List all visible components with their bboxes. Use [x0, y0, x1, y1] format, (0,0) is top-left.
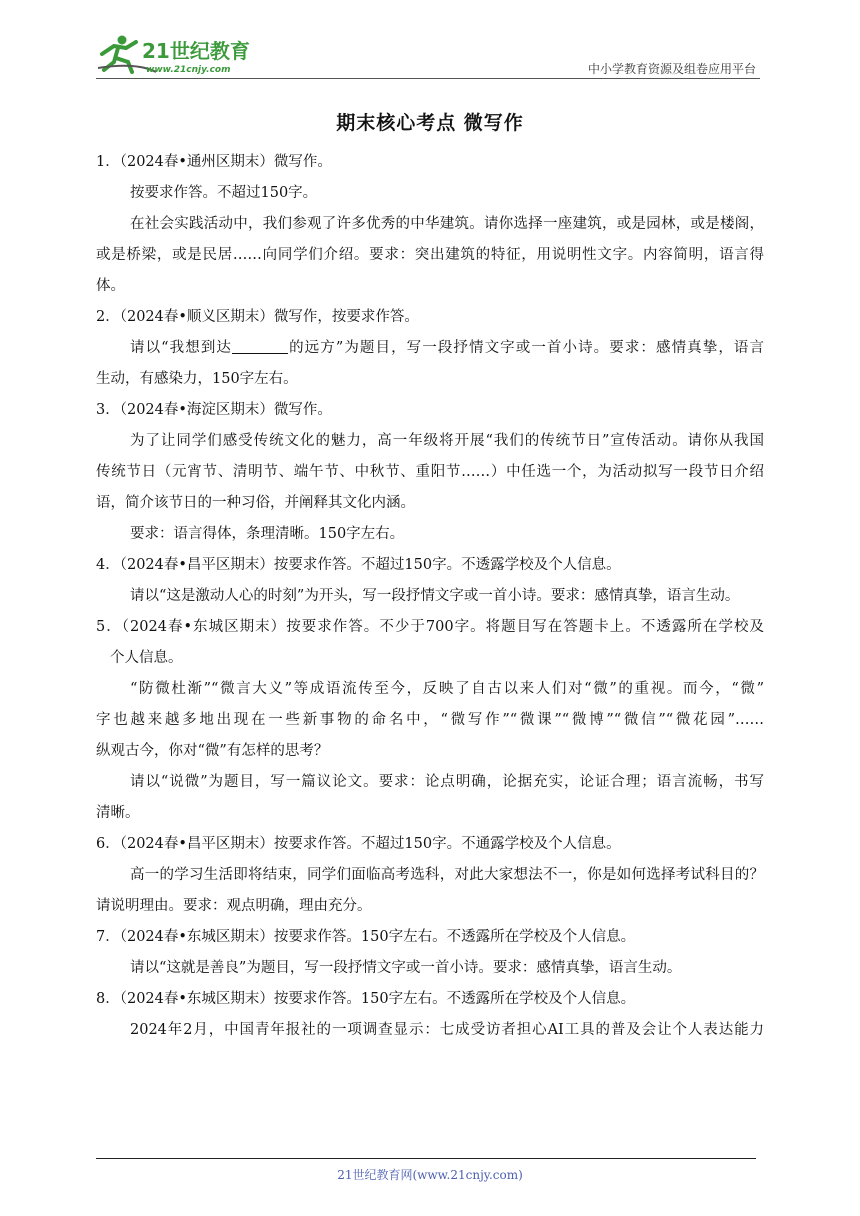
page-title: 期末核心考点 微写作 [336, 112, 524, 134]
q2-line-3: 生动，有感染力，150字左右。 [96, 371, 298, 387]
q1-line-2: 按要求作答。不超过150字。 [130, 185, 318, 201]
logo-url: www.21cnjy.com [146, 65, 231, 75]
q2-line-2a: 请以“我想到达 [130, 340, 232, 356]
q6-line-1: 6．（2024春•昌平区期末）按要求作答。不超过150字。不通露学校及个人信息。 [96, 836, 621, 852]
answer-blank [232, 337, 288, 354]
page-header [96, 30, 760, 80]
q5-line-3: “防微杜渐”“微言大义”等成语流传至今，反映了自古以来人们对“微”的重视。而今，“微” [130, 681, 764, 697]
platform-name: 中小学教育资源及组卷应用平台 [587, 62, 756, 76]
footer-link[interactable]: 21世纪教育网(www.21cnjy.com) [337, 1168, 523, 1182]
q5-line-4: 字也越来越多地出现在一些新事物的命名中，“微写作”“微课”“微博”“微信”“微花园”…… [96, 712, 764, 728]
q8-line-1: 8．（2024春•东城区期末）按要求作答。150字左右。不透露所在学校及个人信息。 [96, 991, 636, 1007]
q6-line-2: 高一的学习生活即将结束，同学们面临高考选科，对此大家想法不一，你是如何选择考试科目的？ [130, 867, 764, 883]
q7-line-1: 7．（2024春•东城区期末）按要求作答。150字左右。不透露所在学校及个人信息。 [96, 929, 636, 945]
logo-text: 21世纪教育 [142, 39, 250, 63]
q3-line-5: 要求：语言得体，条理清晰。150字左右。 [130, 526, 405, 542]
q3-line-2: 为了让同学们感受传统文化的魅力，高一年级将开展“我们的传统节日”宣传活动。请你从我国 [130, 433, 764, 449]
q1-line-5: 体。 [96, 278, 125, 294]
header-divider [96, 78, 760, 79]
q1-line-3: 在社会实践活动中，我们参观了许多优秀的中华建筑。请你选择一座建筑，或是园林，或是楼阁， [130, 216, 764, 232]
q2-line-2b: 的远方”为题目，写一段抒情文字或一首小诗。要求：感情真挚，语言 [288, 340, 764, 356]
q1-line-4: 或是桥梁，或是民居……向同学们介绍。要求：突出建筑的特征，用说明性文字。内容简明，语言得 [96, 247, 764, 263]
q6-line-3: 请说明理由。要求：观点明确，理由充分。 [96, 898, 372, 914]
q4-line-1: 4．（2024春•昌平区期末）按要求作答。不超过150字。不透露学校及个人信息。 [96, 557, 621, 573]
q8-line-2: 2024年2月，中国青年报社的一项调查显示：七成受访者担心AI工具的普及会让个人表达能力 [130, 1022, 764, 1038]
q5-line-6: 请以“说微”为题目，写一篇议论文。要求：论点明确，论据充实，论证合理；语言流畅，书写 [130, 774, 764, 790]
q4-line-2: 请以“这是激动人心的时刻”为开头，写一段抒情文字或一首小诗。要求：感情真挚，语言生动。 [130, 588, 740, 604]
q3-line-3: 传统节日（元宵节、清明节、端午节、中秋节、重阳节……）中任选一个，为活动拟写一段节日介绍 [96, 464, 764, 480]
footer-divider [96, 1158, 756, 1159]
q2-line-2 [96, 333, 764, 364]
logo [96, 32, 266, 76]
q5-line-7: 清晰。 [96, 805, 140, 821]
q7-line-2: 请以“这就是善良”为题目，写一段抒情文字或一首小诗。要求：感情真挚，语言生动。 [130, 960, 682, 976]
q5-line-5: 纵观古今，你对“微”有怎样的思考？ [96, 743, 329, 759]
q5-line-2: 个人信息。 [110, 650, 183, 666]
q3-line-1: 3．（2024春•海淀区期末）微写作。 [96, 402, 332, 418]
document-body [96, 147, 764, 1046]
q2-line-1: 2．（2024春•顺义区期末）微写作，按要求作答。 [96, 309, 419, 325]
q5-line-1: 5．（2024春•东城区期末）按要求作答。不少于700字。将题目写在答题卡上。不透露所在学校及 [96, 619, 764, 635]
q3-line-4: 语，简介该节日的一种习俗，并阐释其文化内涵。 [96, 495, 415, 511]
q1-line-1: 1．（2024春•通州区期末）微写作。 [96, 154, 332, 170]
